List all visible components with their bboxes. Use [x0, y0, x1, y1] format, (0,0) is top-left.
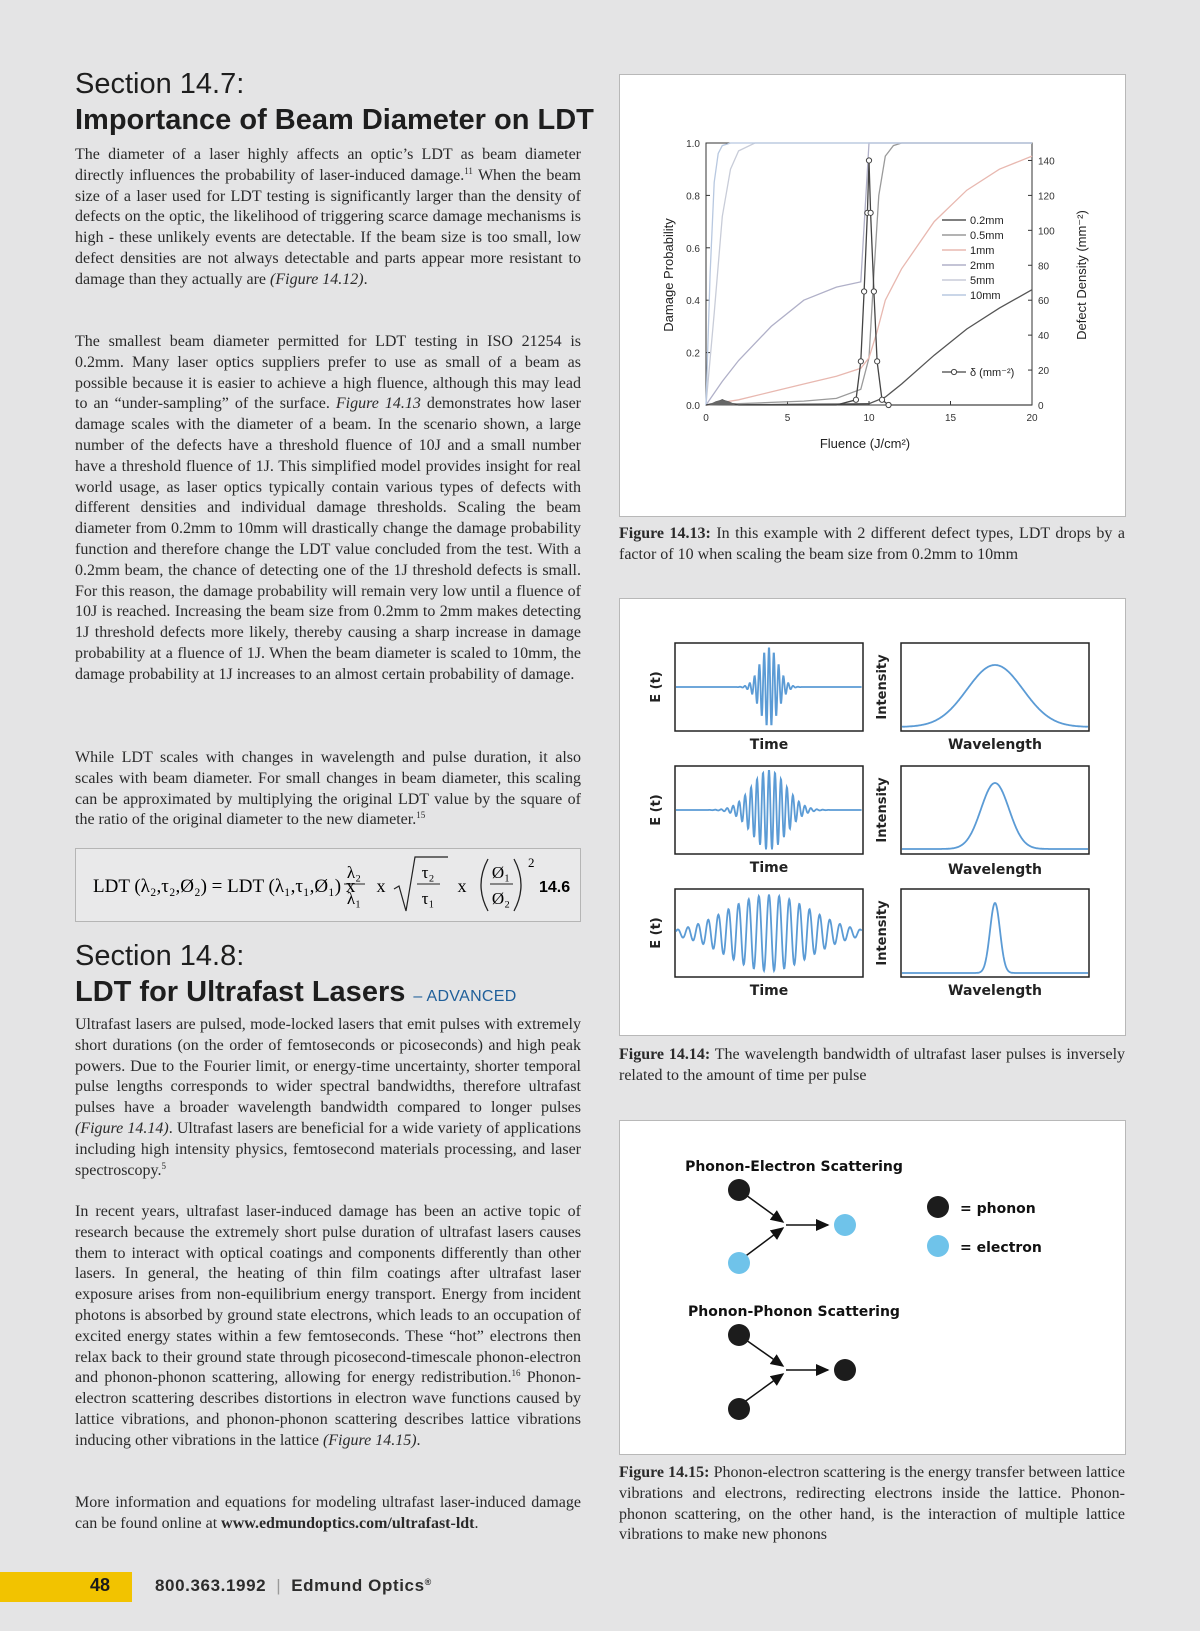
y-tick-label: 0.2: [686, 348, 700, 360]
section-14-8-title: LDT for Ultrafast Lasers: [75, 976, 406, 1008]
section-14-7-paragraph-2: The smallest beam diameter permitted for LDT testing in ISO 21254 is 0.2mm. Many laser optics suppliers prefer to use as small of a beam as possible because it is easier to achieve a high fluence, although this may lead to an “under-sampling” of the surface. Figure 14.13 demonstrates how laser damage scales with the diameter of a beam. In the scenario shown, a large number of the defects have a threshold fluence of 10J and a small number have a threshold fluence of 1J. This simplified model provides insight for real world usage, as laser optics typically contain various types of defects with different densities and individual damage thresholds. Scaling the beam diameter from 0.2mm to 10mm will drastically change the damage probability function and therefore change the LDT value concluded from the test. With a 0.2mm beam, the chance of detecting one of the 1J threshold defects is small. For this reason, the damage probability will remain very low until a fluence of 10J is reached. Increasing the beam size from 0.2mm to 2mm makes detecting 1J threshold defects more likely, thereby causing a sharp increase in damage probability at a fluence of 1J. When the beam diameter is scaled to 10mm, the damage probability at 1J increases to an almost certain probability of damage.: [75, 333, 582, 683]
section-14-8-paragraph-1: Ultrafast lasers are pulsed, mode-locked lasers that emit pulses with extremely short durations (on the order of femtoseconds or picoseconds) and high peak powers. Due to the Fourier limit, or energy-time uncertainty, shorter temporal pulse lengths corresponds to wider spectral bandwidths, therefore ultrafast pulses have a broader wavelength bandwidth compared to longer pulses (Figure 14.14). Ultrafast lasers are beneficial for a wide variety of applications including high intensity physics, femtosecond materials processing, and laser spectroscopy.$^5$: [75, 1016, 582, 1179]
legend-label: 0.2mm: [970, 215, 1004, 227]
equation-number: 14.6: [539, 879, 571, 896]
equation-14-6-box: [75, 848, 581, 922]
y-tick-label: 0.8: [686, 191, 700, 203]
footnote-ref: 16: [511, 1368, 521, 1379]
figure-14-15-panel: [619, 1120, 1126, 1455]
density-marker: [868, 210, 873, 215]
section-14-8-number: Section 14.8:: [75, 940, 245, 972]
footer-registered-mark: ®: [424, 1577, 432, 1587]
x-tick-label: 20: [1026, 413, 1038, 424]
density-marker: [871, 289, 876, 294]
density-marker: [862, 289, 867, 294]
chart-y-axis-label: Damage Probability: [661, 218, 676, 332]
footnote-ref: 11: [464, 165, 473, 176]
section-14-8-heading: [75, 938, 517, 1015]
equation-phi-numerator: Ø₁: [491, 863, 511, 882]
wavelength-panel-2: [901, 766, 1089, 854]
electron-icon: [834, 1214, 856, 1236]
efield-label-1: E (t): [649, 671, 664, 703]
figure-label: Figure 14.14:: [619, 1046, 711, 1063]
y-tick-label: 0.6: [686, 243, 700, 255]
section-14-7-heading: [75, 66, 594, 138]
equation-right-paren: [514, 859, 521, 911]
section-14-8-title-line: [75, 974, 517, 1015]
phonon-electron-title: Phonon-Electron Scattering: [685, 1159, 903, 1175]
chart-plot-area: [706, 143, 1032, 405]
efield-label-3: E (t): [649, 917, 664, 949]
phonon-phonon-title: Phonon-Phonon Scattering: [688, 1304, 900, 1320]
legend-marker: [951, 369, 956, 374]
page-number: 48: [90, 1575, 111, 1595]
figure-ref: (Figure 14.15): [322, 1431, 417, 1449]
equation-lhs: LDT (λ₂,τ₂,Ø₂) = LDT (λ₁,τ₁,Ø₁) x: [93, 876, 356, 897]
advanced-tag: – ADVANCED: [413, 988, 517, 1005]
legend-label: 0.5mm: [970, 230, 1004, 242]
wavelength-label-3: Wavelength: [948, 983, 1042, 999]
figure-ref: (Figure 14.14): [75, 1119, 169, 1137]
figure-14-13-caption: Figure 14.13: In this example with 2 different defect types, LDT drops by a factor of 10 when scaling the beam size from 0.2mm to 10mm: [619, 525, 1125, 563]
equation-tau-denominator: τ₁: [421, 889, 435, 908]
electron-icon: [728, 1252, 750, 1274]
density-marker: [853, 397, 858, 402]
figure-14-14-caption: Figure 14.14: The wavelength bandwidth of ultrafast laser pulses is inversely related to the amount of time per pulse: [619, 1046, 1126, 1084]
wavelength-label-1: Wavelength: [948, 737, 1042, 753]
section-14-7-paragraph-1: The diameter of a laser highly affects an optic’s LDT as beam diameter directly influences the probability of laser-induced damage.$^{11}$ When the beam size of a laser used for LDT testing is significantly larger than the density of defects on the optic, the likelihood of triggering scarce damage mechanisms is high - these unlikely events are detectable. If the beam size is too small, low defect densities are not always detectable and parts appear more resistant to damage than they actually are (Figure 14.12).: [75, 146, 582, 288]
y2-tick-label: 80: [1038, 261, 1050, 273]
x-tick-label: 10: [863, 413, 875, 424]
legend-label: 10mm: [970, 290, 1001, 302]
density-marker: [886, 402, 891, 407]
arrow-in-bottom: [743, 1228, 783, 1258]
equation-times-2: x: [457, 876, 467, 896]
phonon-icon: [728, 1324, 750, 1346]
figure-ref: Figure 14.13: [335, 395, 421, 413]
x-tick-label: 5: [784, 413, 791, 424]
legend-label: 2mm: [970, 260, 995, 272]
density-marker: [858, 359, 863, 364]
legend-phonon-label: = phonon: [960, 1201, 1036, 1217]
chart-y2-axis-label: Defect Density (mm⁻²): [1074, 210, 1089, 340]
section-14-7-title: Importance of Beam Diameter on LDT: [75, 104, 594, 136]
legend-electron-icon: [927, 1235, 949, 1257]
footer-contact: [155, 1576, 432, 1596]
equation-exponent: 2: [528, 855, 535, 870]
time-label-3: Time: [749, 983, 789, 999]
wavelength-label-2: Wavelength: [948, 862, 1042, 878]
legend-label: 5mm: [970, 275, 995, 287]
arrow-in-bottom: [743, 1374, 783, 1403]
y2-tick-label: 100: [1038, 226, 1055, 238]
y-tick-label: 1.0: [686, 139, 700, 150]
equation-times-1: x: [376, 876, 386, 896]
y2-tick-label: 120: [1038, 191, 1055, 203]
equation-14-6: [76, 849, 580, 921]
section-14-8-paragraph-3: More information and equations for modeling ultrafast laser-induced damage can be found online at www.edmundoptics.com/ultrafast-ldt.: [75, 1494, 581, 1532]
y-tick-label: 0.4: [686, 296, 700, 308]
density-marker: [866, 158, 871, 163]
pulse-bandwidth-diagram: [620, 599, 1125, 1035]
section-14-8-paragraph-2: In recent years, ultrafast laser-induced damage has been an active topic of research because the extremely short pulse duration of ultrafast lasers causes them to interact with optical coatings and components differently than other lasers. In general, the heating of thin film coatings after ultrafast laser exposure arises from non-equilibrium energy transport. Energy from incident photons is absorbed by ground state electrons, which leads to an occupation of excited energy states within a few femtoseconds. These “hot” electrons then relax back to their ground state through picosecond-timescale phonon-electron and phonon-phonon scattering, allowing for energy redistribution.$^{16}$ Phonon-electron scattering describes distortions in electron wave functions caused by lattice vibrations, and phonon-phonon scattering describes lattice vibrations inducing other vibrations in the lattice (Figure 14.15).: [75, 1203, 581, 1449]
y2-tick-label: 20: [1038, 366, 1050, 378]
wavelength-panel-1: [901, 643, 1089, 731]
footnote-ref: 15: [416, 810, 426, 821]
scattering-diagram: [620, 1121, 1125, 1454]
x-tick-label: 15: [944, 413, 957, 424]
figure-14-14-panel: [619, 598, 1126, 1036]
density-marker: [875, 359, 880, 364]
equation-tau-numerator: τ₂: [421, 863, 435, 882]
intensity-label-3: Intensity: [875, 900, 890, 966]
legend-label: δ (mm⁻²): [970, 367, 1015, 379]
efield-label-2: E (t): [649, 794, 664, 826]
intensity-label-1: Intensity: [875, 654, 890, 720]
time-panel-3: [675, 889, 863, 977]
x-tick-label: 0: [703, 413, 709, 424]
phonon-icon: [728, 1179, 750, 1201]
figure-14-15-caption: Figure 14.15: Phonon-electron scattering is the energy transfer between lattice vibrations and electrons, redirecting electrons inside the lattice. Phonon-phonon scattering, on the other hand, is the interaction of multiple lattice vibrations to make new phonons: [619, 1464, 1125, 1544]
y2-tick-label: 40: [1038, 331, 1050, 343]
legend-label: 1mm: [970, 245, 995, 257]
footer-separator: |: [276, 1576, 282, 1595]
section-14-7-number: Section 14.7:: [75, 68, 245, 100]
y-tick-label: 0.0: [686, 401, 700, 412]
equation-lambda-numerator: λ₂: [346, 863, 362, 882]
y2-tick-label: 140: [1038, 156, 1055, 168]
phonon-icon: [728, 1398, 750, 1420]
legend-phonon-icon: [927, 1196, 949, 1218]
footer-brand: Edmund Optics: [291, 1576, 425, 1595]
figure-ref: (Figure 14.12): [270, 270, 364, 288]
intensity-label-2: Intensity: [875, 777, 890, 843]
ultrafast-ldt-link[interactable]: www.edmundoptics.com/ultrafast-ldt: [221, 1514, 475, 1532]
time-label-1: Time: [749, 737, 789, 753]
density-marker: [879, 397, 884, 402]
footer-phone: 800.363.1992: [155, 1576, 267, 1595]
damage-probability-chart: [620, 75, 1125, 516]
equation-phi-denominator: Ø₂: [491, 889, 511, 908]
chart-x-axis-label: Fluence (J/cm²): [819, 436, 911, 451]
equation-left-paren: [481, 859, 488, 911]
figure-label: Figure 14.13:: [619, 525, 711, 542]
footnote-ref: 5: [161, 1160, 166, 1171]
y2-tick-label: 0: [1038, 401, 1044, 412]
phonon-icon: [834, 1359, 856, 1381]
figure-14-13-panel: [619, 74, 1126, 517]
equation-lambda-denominator: λ₁: [346, 889, 362, 908]
y2-tick-label: 60: [1038, 296, 1050, 308]
section-14-7-paragraph-3: While LDT scales with changes in wavelength and pulse duration, it also scales with beam diameter. For small changes in beam diameter, this scaling can be approximated by multiplying the original LDT value by the square of the ratio of the original diameter to the new diameter.$^{15}$: [75, 749, 581, 829]
time-label-2: Time: [749, 860, 789, 876]
legend-electron-label: = electron: [960, 1240, 1042, 1256]
figure-label: Figure 14.15:: [619, 1464, 710, 1481]
